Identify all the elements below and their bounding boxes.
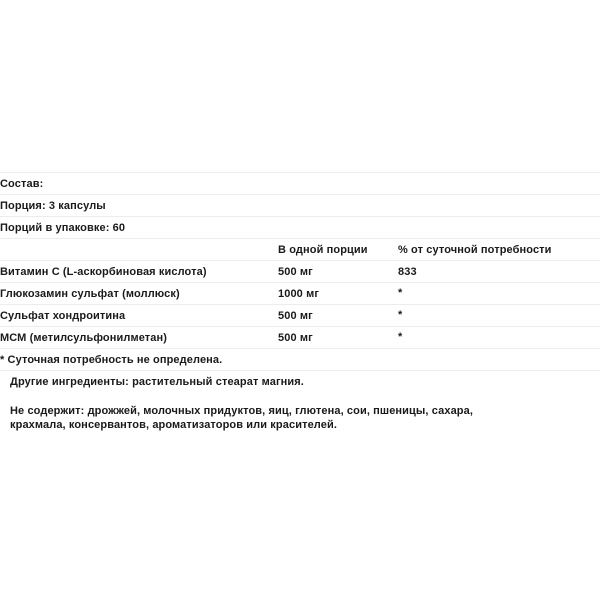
nutrient-daily-value: *	[398, 331, 403, 343]
nutrient-daily-value: 833	[398, 265, 417, 278]
table-row-composition-title	[0, 173, 600, 195]
nutrient-name: Витамин С (L-аскорбиновая кислота)	[0, 265, 207, 278]
servings-per-container-label: Порций в упаковке: 60	[0, 221, 126, 234]
column-header-daily-value: % от суточной потребности	[398, 243, 552, 256]
composition-title: Состав:	[0, 177, 44, 190]
column-header-amount-per-serving: В одной порции	[278, 243, 368, 256]
table-row-serving-size	[0, 195, 600, 217]
nutrient-daily-value: *	[398, 287, 403, 299]
other-ingredients-text: Другие ингредиенты: растительный стеарат магния.	[10, 376, 304, 388]
table-row-footnote	[0, 349, 600, 371]
table-row	[0, 261, 600, 283]
nutrient-amount: 500 мг	[278, 265, 313, 278]
supplement-facts-panel	[0, 172, 600, 371]
serving-size-label: Порция: 3 капсулы	[0, 199, 106, 212]
supplement-facts-table	[0, 172, 600, 371]
nutrient-amount: 1000 мг	[278, 287, 320, 300]
column-header-nutrient	[0, 239, 278, 261]
nutrient-daily-value: *	[398, 309, 403, 321]
nutrient-name: МСМ (метилсульфонилметан)	[0, 331, 168, 344]
nutrient-amount: 500 мг	[278, 309, 313, 322]
table-row	[0, 283, 600, 305]
table-row-servings-per-container	[0, 217, 600, 239]
daily-value-footnote: * Суточная потребность не определена.	[0, 353, 223, 366]
table-row	[0, 327, 600, 349]
nutrient-name: Сульфат хондроитина	[0, 309, 126, 322]
nutrient-name: Глюкозамин сульфат (моллюск)	[0, 287, 180, 300]
table-row	[0, 305, 600, 327]
table-header-row	[0, 239, 600, 261]
ingredient-notes	[10, 375, 590, 432]
nutrient-amount: 500 мг	[278, 331, 313, 344]
free-from-text: Не содержит: дрожжей, молочных придуктов, яиц, глютена, сои, пшеницы, сахара, крахмала, консервантов, ароматизаторов или красителей.	[10, 405, 474, 431]
